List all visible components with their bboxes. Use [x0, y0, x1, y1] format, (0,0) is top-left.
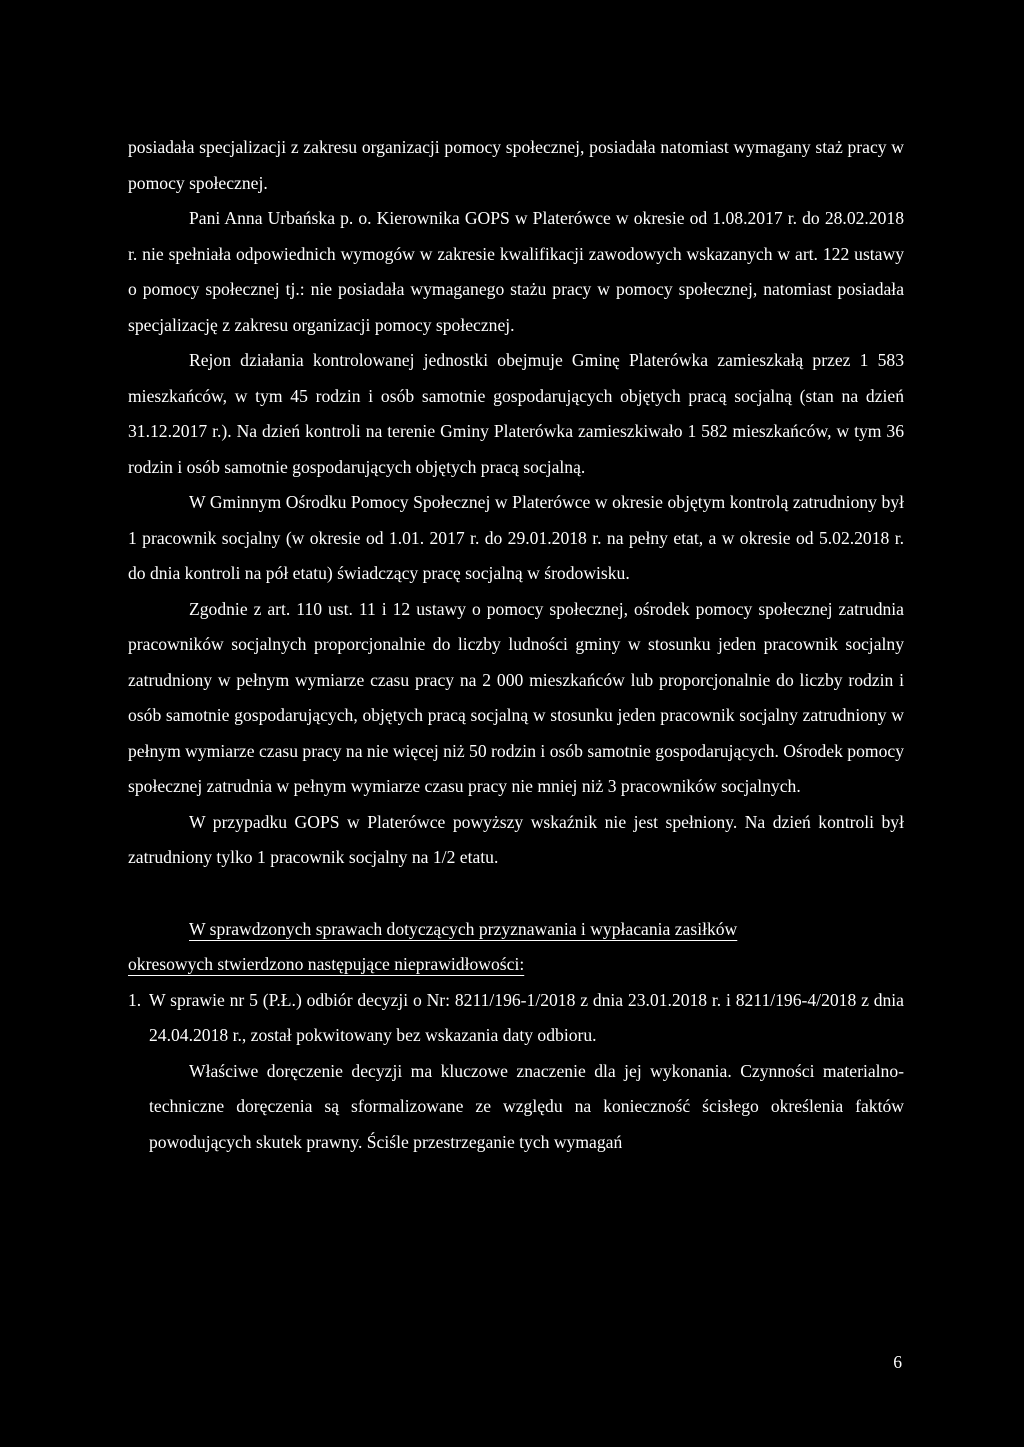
- paragraph-art-110: Zgodnie z art. 110 ust. 11 i 12 ustawy o pomocy społecznej, ośrodek pomocy społecznej zatrudnia pracowników socjalnych proporcjonalnie do liczby ludności gminy w stosunku jeden pracownik socjalny zatrudniony w pełnym wymiarze czasu pracy na 2 000 mieszkańców lub proporcjonalnie do liczby rodzin i osób samotnie gospodarujących, objętych pracą socjalną w stosunku jeden pracownik socjalny zatrudniony w pełnym wymiarze czasu pracy na nie więcej niż 50 rodzin i osób samotnie gospodarujących. Ośrodek pomocy społecznej zatrudnia w pełnym wymiarze czasu pracy nie mniej niż 3 pracowników socjalnych.: [128, 598, 904, 796]
- list-item-number: 1.: [128, 989, 142, 1010]
- paragraph-staz-continuation: posiadała specjalizacji z zakresu organizacji pomocy społecznej, posiadała natomiast wymagany staż pracy w pomocy społecznej.: [128, 137, 904, 193]
- paragraph-zatrudnienie: W Gminnym Ośrodku Pomocy Społecznej w Platerówce w okresie objętym kontrolą zatrudniony był 1 pracownik socjalny (w okresie od 1.01. 2017 r. do 29.01.2018 r. na pełny etat, a w okresie od 5.02.2018 r. do dnia kontroli na pół etatu) świadczący pracę socjalną w środowisku.: [128, 492, 904, 583]
- section-heading: [128, 912, 904, 983]
- paragraph-kierownik-qualifications: Pani Anna Urbańska p. o. Kierownika GOPS w Platerówce w okresie od 1.08.2017 r. do 28.02.2018 r. nie spełniała odpowiednich wymogów w zakresie kwalifikacji zawodowych wskazanych w art. 122 ustawy o pomocy społecznej tj.: nie posiadała wymaganego stażu pracy w pomocy społecznej, natomiast posiadała specjalizację z zakresu organizacji pomocy społecznej.: [128, 208, 904, 335]
- list-item-continuation: Właściwe doręczenie decyzji ma kluczowe znaczenie dla jej wykonania. Czynności materialno-techniczne doręczenia są sformalizowane ze względu na konieczność ścisłego określenia faktów powodujących skutek prawny. Ściśle przestrzeganie tych wymagań: [149, 1060, 904, 1152]
- document-body: [128, 130, 904, 1160]
- page-number: 6: [893, 1352, 902, 1372]
- list-item: [128, 983, 904, 1054]
- section-heading-line-2: okresowych stwierdzono następujące nieprawidłowości:: [128, 954, 525, 974]
- paragraph-wskaznik: W przypadku GOPS w Platerówce powyższy wskaźnik nie jest spełniony. Na dzień kontroli był zatrudniony tylko 1 pracownik socjalny na 1/2 etatu.: [128, 811, 904, 867]
- paragraph-rejon-dzialania: Rejon działania kontrolowanej jednostki obejmuje Gminę Platerówka zamieszkałą przez 1 583 mieszkańców, w tym 45 rodzin i osób samotnie gospodarujących objętych pracą socjalną (stan na dzień 31.12.2017 r.). Na dzień kontroli na terenie Gminy Platerówka zamieszkiwało 1 582 mieszkańców, w tym 36 rodzin i osób samotnie gospodarujących objętych pracą socjalną.: [128, 350, 904, 477]
- section-heading-line-1: W sprawdzonych sprawach dotyczących przyznawania i wypłacania zasiłków: [189, 918, 738, 939]
- list-item-text: W sprawie nr 5 (P.Ł.) odbiór decyzji o Nr: 8211/196-1/2018 z dnia 23.01.2018 r. i 8211/196-4/2018 z dnia 24.04.2018 r., został pokwitowany bez wskazania daty odbioru.: [149, 989, 904, 1045]
